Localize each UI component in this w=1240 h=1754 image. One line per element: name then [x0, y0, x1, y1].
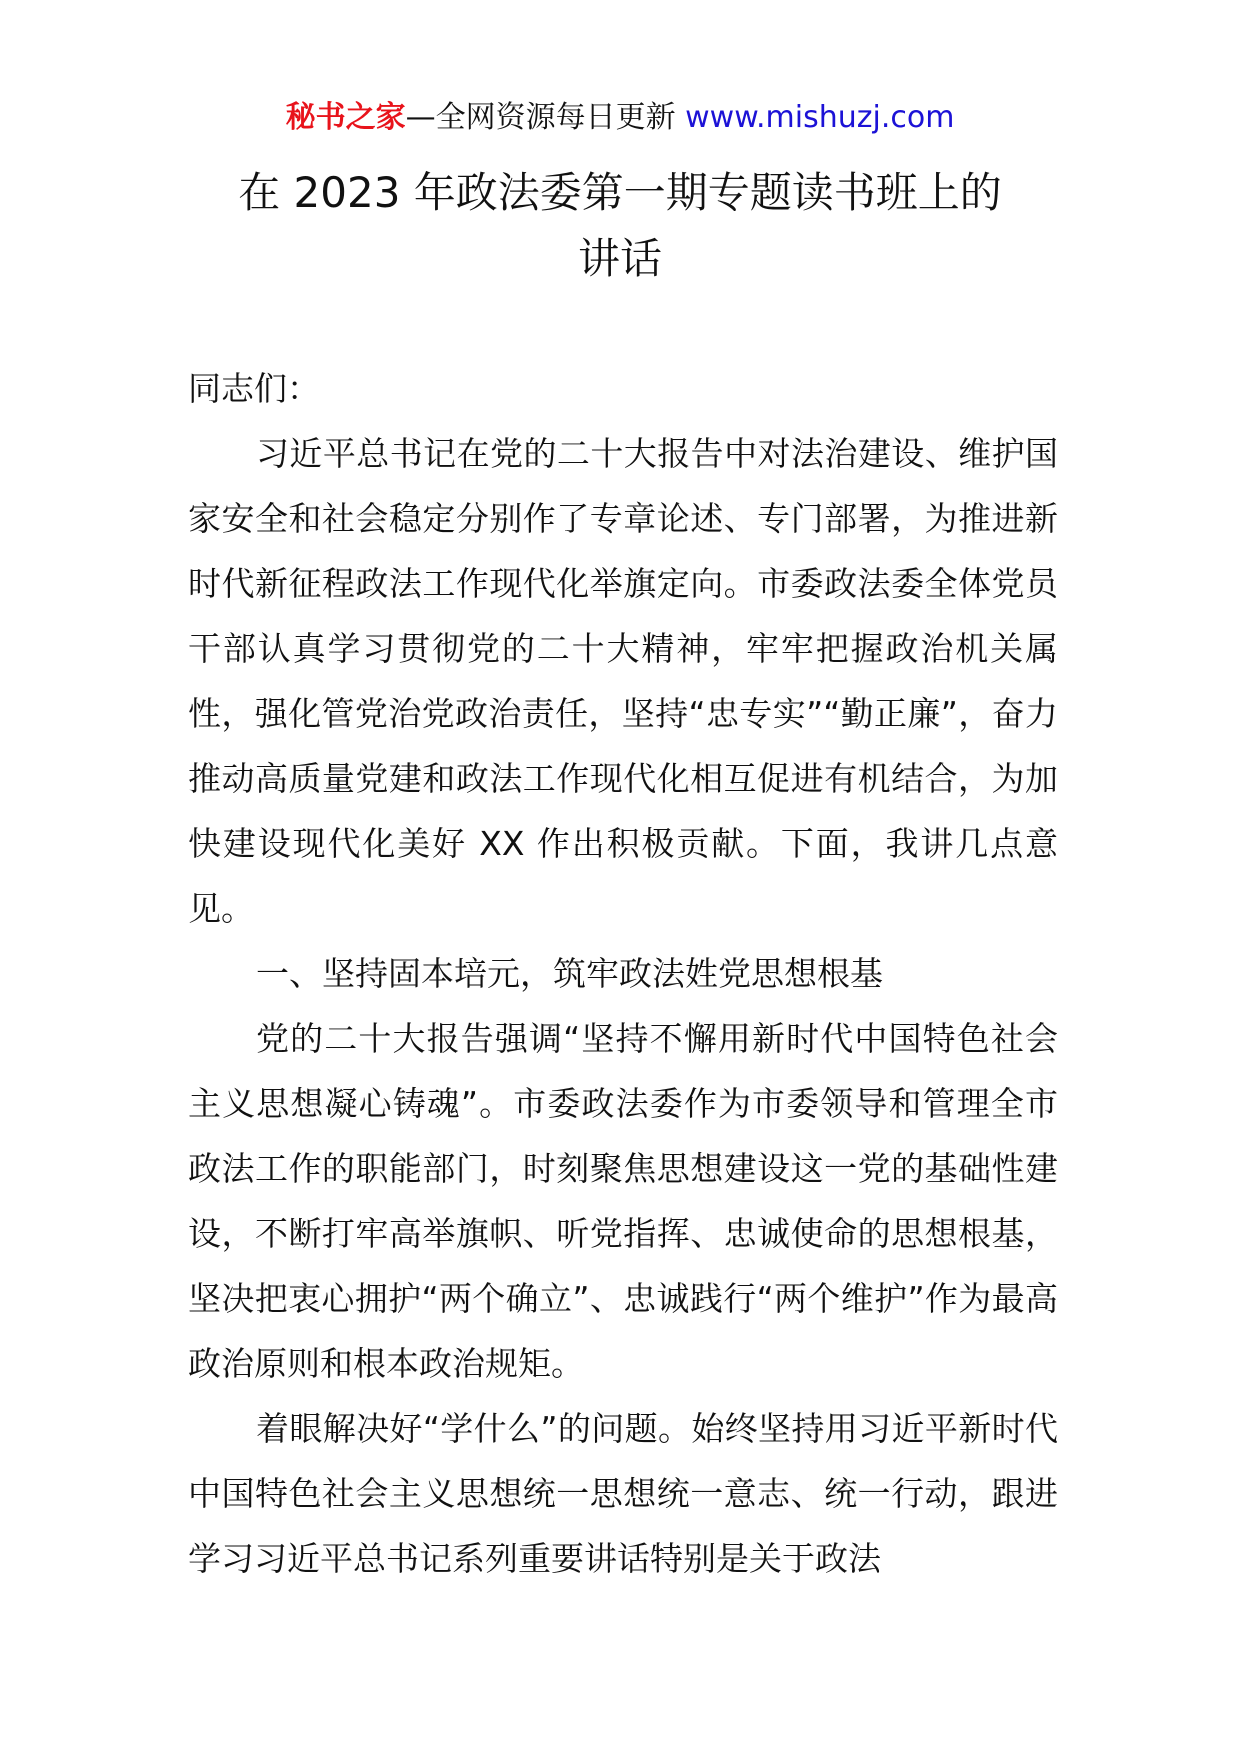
section-heading-1: 一、坚持固本培元，筑牢政法姓党思想根基 — [256, 954, 883, 993]
greeting: 同志们： — [188, 369, 320, 408]
brand-name: 秘书之家 — [285, 100, 406, 135]
document-body — [188, 356, 1058, 1591]
paragraph-what-to-learn: 着眼解决好“学什么”的问题。始终坚持用习近平新时代中国特色社会主义思想统一思想统一意志、统一行动，跟进学习习近平总书记系列重要讲话特别是关于政法 — [188, 1409, 1058, 1578]
title-line-1: 在 2023 年政法委第一期专题读书班上的 — [238, 168, 1002, 217]
header-tagline: —全网资源每日更新 — [405, 100, 676, 135]
title-line-2: 讲话 — [577, 234, 662, 283]
document-title — [0, 160, 1240, 292]
paragraph-section-1: 党的二十大报告强调“坚持不懈用新时代中国特色社会主义思想凝心铸魂”。市委政法委作为市委领导和管理全市政法工作的职能部门，时刻聚焦思想建设这一党的基础性建设，不断打牢高举旗帜、听党指挥、忠诚使命的思想根基，坚决把衷心拥护“两个确立”、忠诚践行“两个维护”作为最高政治原则和根本政治规矩。 — [188, 1019, 1058, 1383]
site-link[interactable]: www.mishuzj.com — [685, 100, 955, 135]
paragraph-intro: 习近平总书记在党的二十大报告中对法治建设、维护国家安全和社会稳定分别作了专章论述、专门部署，为推进新时代新征程政法工作现代化举旗定向。市委政法委全体党员干部认真学习贯彻党的二十大精神，牢牢把握政治机关属性，强化管党治党政治责任，坚持“忠专实”“勤正廉”，奋力推动高质量党建和政法工作现代化相互促进有机结合，为加快建设现代化美好 XX 作出积极贡献。下面，我讲几点意见。 — [188, 434, 1058, 928]
source-header — [0, 98, 1240, 138]
